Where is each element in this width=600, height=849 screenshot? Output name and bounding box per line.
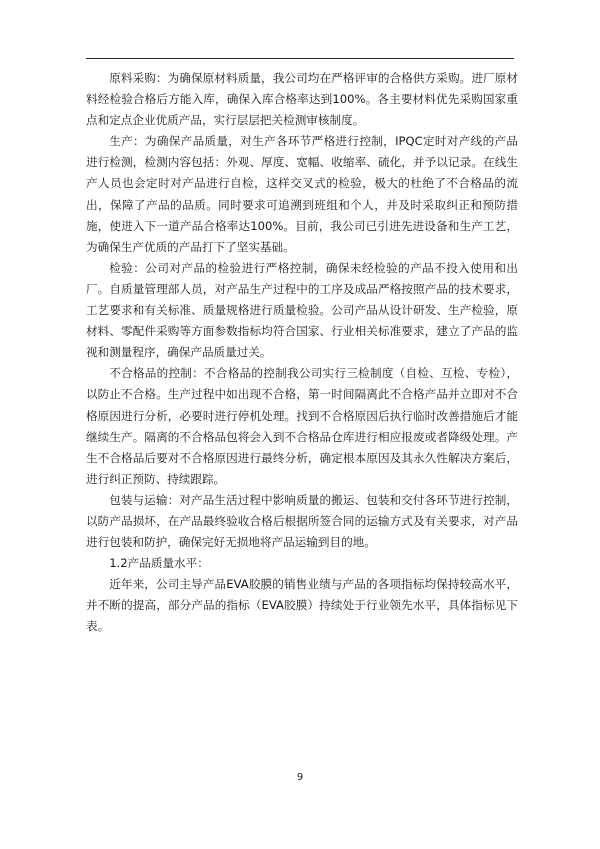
paragraph-nonconforming-control: 不合格品的控制：不合格品的控制我公司实行三检制度（自检、互检、专检），以防止不合格。生产过程中如出现不合格，第一时间隔离此不合格产品并立即对不合格原因进行分析，必要时进行停机处理。找到不合格原因后执行临时改善措施后才能继续生产。隔离的不合格品包将会入到不合格品仓库进行相应报废或者降级处理。产生不合格品后要对不合格原因进行最终分析，确定根本原因及其永久性解决方案后，进行纠正预防、持续跟踪。 [86,366,518,486]
paragraph-raw-material-procurement: 原料采购：为确保原材料质量，我公司均在严格评审的合格供方采购。进厂原材料经检验合格后方能入库，确保入库合格率达到100%。各主要材料优先采购国家重点和定点企业优质产品，实行层层把关检测审核制度。 [86,71,518,128]
paragraph-production: 生产：为确保产品质量，对生产各环节严格进行控制，IPQC定时对产线的产品进行检测，检测内容包括：外观、厚度、宽幅、收缩率、硫化，并予以记录。在线生产人员也会定时对产品进行自检，这样交叉式的检验，极大的杜绝了不合格品的流出，保障了产品的品质。同时要求可追溯到班组和个人，并及时采取纠正和预防措施，使进入下一道产品合格率达100%。目前，我公司已引进先进设备和生产工艺，为确保生产优质的产品打下了坚实基础。 [86,134,518,254]
page-number: 9 [296,772,304,783]
paragraph-quality-level: 近年来，公司主导产品EVA胶膜的销售业绩与产品的各项指标均保持较高水平，并不断的提高，部分产品的指标（EVA胶膜）持续处于行业领先水平，具体指标见下表。 [86,577,518,634]
document-body [86,68,518,638]
section-heading-quality-level: 1.2产品质量水平： [109,556,209,571]
header-rule [86,58,514,59]
paragraph-inspection: 检验：公司对产品的检验进行严格控制，确保未经检验的产品不投入使用和出厂。自质量管理部人员，对产品生产过程中的工序及成品严格按照产品的技术要求，工艺要求和有关标准、质量规格进行质量检验。公司产品从设计研发、生产检验，原材料、零配件采购等方面参数指标均符合国家、行业相关标准要求，建立了产品的监视和测量程序，确保产品质量过关。 [86,260,518,360]
paragraph-packaging-transport: 包装与运输：对产品生活过程中影响质量的搬运、包装和交付各环节进行控制，以防产品损坏，在产品最终验收合格后根据所签合同的运输方式及有关要求，对产品进行包装和防护，确保完好无损地将产品运输到目的地。 [86,492,518,550]
